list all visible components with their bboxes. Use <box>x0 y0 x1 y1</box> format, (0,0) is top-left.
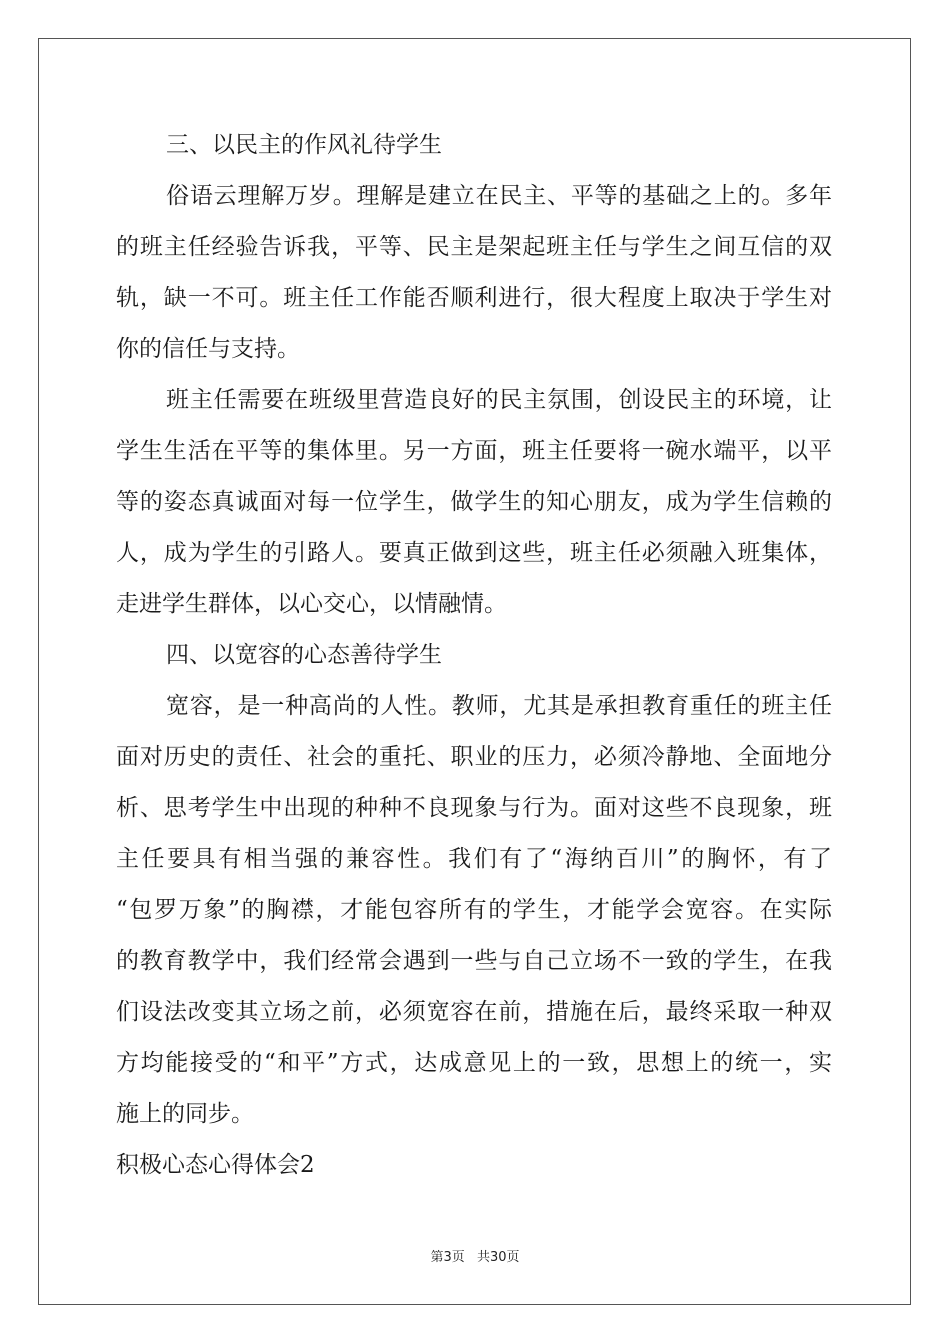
page-footer <box>0 1246 950 1265</box>
text-line-p3-3: 析、思考学生中出现的种种不良现象与行为。面对这些不良现象，班 <box>116 795 832 821</box>
text-line-p3-1: 宽容，是一种高尚的人性。教师，尤其是承担教育重任的班主任 <box>166 693 832 719</box>
text-line-p2-3: 等的姿态真诚面对每一位学生，做学生的知心朋友，成为学生信赖的 <box>116 489 832 515</box>
text-line-p1-3: 轨，缺一不可。班主任工作能否顺利进行，很大程度上取决于学生对 <box>116 285 832 311</box>
text-line-p1-4: 你的信任与支持。 <box>116 336 300 362</box>
page-number: 第3页 <box>430 1250 465 1265</box>
text-line-p3-8: 方均能接受的“和平”方式，达成意见上的一致，思想上的统一，实 <box>116 1050 832 1076</box>
text-line-p3-6: 的教育教学中，我们经常会遇到一些与自己立场不一致的学生，在我 <box>116 948 832 974</box>
text-line-p3-7: 们设法改变其立场之前，必须宽容在前，措施在后，最终采取一种双 <box>116 999 832 1025</box>
text-line-p2-2: 学生生活在平等的集体里。另一方面，班主任要将一碗水端平，以平 <box>116 438 832 464</box>
document-body <box>116 120 832 1191</box>
page-total: 共30页 <box>476 1250 520 1265</box>
text-line-h3: 三、以民主的作风礼待学生 <box>166 132 442 158</box>
text-line-p3-2: 面对历史的责任、社会的重托、职业的压力，必须冷静地、全面地分 <box>116 744 832 770</box>
text-line-h4: 四、以宽容的心态善待学生 <box>166 642 442 668</box>
text-line-p1-1: 俗语云理解万岁。理解是建立在民主、平等的基础之上的。多年 <box>166 183 832 209</box>
text-line-p3-9: 施上的同步。 <box>116 1101 254 1127</box>
text-line-t2: 积极心态心得体会2 <box>116 1152 315 1178</box>
text-line-p2-4: 人，成为学生的引路人。要真正做到这些，班主任必须融入班集体， <box>116 540 832 566</box>
text-line-p2-5: 走进学生群体，以心交心，以情融情。 <box>116 591 507 617</box>
text-line-p3-5: “包罗万象”的胸襟，才能包容所有的学生，才能学会宽容。在实际 <box>116 897 832 923</box>
text-line-p3-4: 主任要具有相当强的兼容性。我们有了“海纳百川”的胸怀，有了 <box>116 846 832 872</box>
text-line-p1-2: 的班主任经验告诉我，平等、民主是架起班主任与学生之间互信的双 <box>116 234 832 260</box>
text-line-p2-1: 班主任需要在班级里营造良好的民主氛围，创设民主的环境，让 <box>166 387 832 413</box>
